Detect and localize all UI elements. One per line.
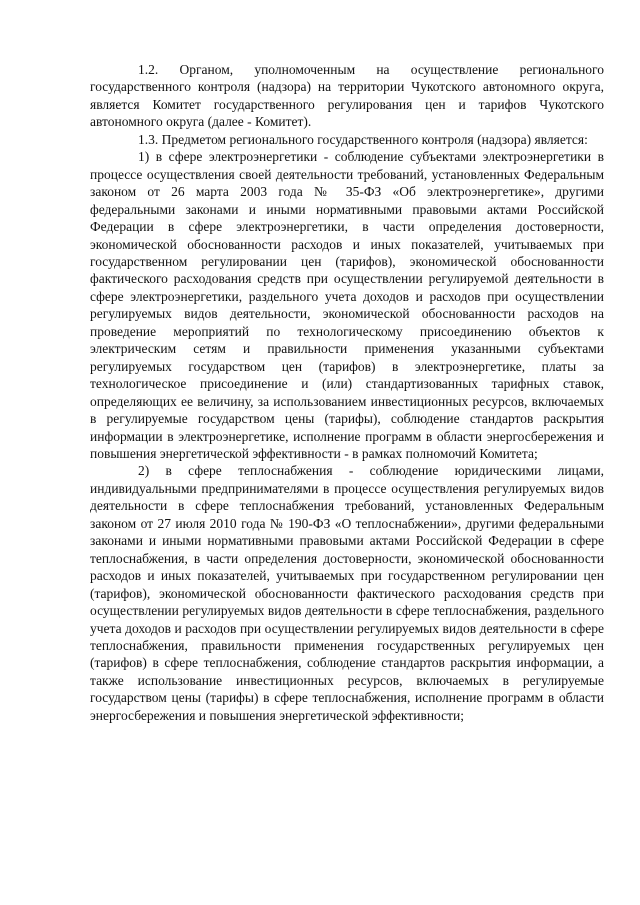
paragraph-heat-supply-sector: 2) в сфере теплоснабжения - соблюдение юридическими лицами, индивидуальными предпринимателями в процессе осуществления регулируемых видов деятельности в сфере теплоснабжения требований, установленных Федеральным законом от 27 июля 2010 года № 190-ФЗ «О теплоснабжении», другими федеральными законами и иными нормативными правовыми актами Российской Федерации в сфере теплоснабжения, в части определения достоверности, экономической обоснованности расходов и иных показателей, учитываемых при государственном регулировании цен (тарифов), экономической обоснованности фактического расходования средств при осуществлении регулируемых видов деятельности в сфере теплоснабжения, раздельного учета доходов и расходов при осуществлении регулируемых видов деятельности в сфере теплоснабжения, правильности применения государственных регулируемых цен (тарифов) в сфере теплоснабжения, соблюдение стандартов раскрытия информации, а также использование инвестиционных ресурсов, включаемых в регулируемые государством цены (тарифы) в сфере теплоснабжения, исполнение программ в области энергосбережения и повышения энергетической эффективности; <box>90 463 604 723</box>
paragraph-1-2-authority: 1.2. Органом, уполномоченным на осуществление регионального государственного контроля (надзора) на территории Чукотского автономного округа, является Комитет государственного регулирования цен и тарифов Чукотского автономного округа (далее - Комитет). <box>90 62 604 130</box>
document-body <box>90 61 604 724</box>
paragraph-1-3-subject: 1.3. Предметом регионального государственного контроля (надзора) является: <box>138 131 588 147</box>
paragraph-electricity-sector: 1) в сфере электроэнергетики - соблюдение субъектами электроэнергетики в процессе осуществления своей деятельности требований, установленных Федеральным законом от 26 марта 2003 года № 35-ФЗ «Об электроэнергетике», другими федеральными законами и иными нормативными правовыми актами Российской Федерации в сфере электроэнергетики, в части определения достоверности, экономической обоснованности расходов и иных показателей, учитываемых при государственном регулировании цен (тарифов), экономической обоснованности фактического расходования средств при осуществлении регулируемой деятельности в сфере электроэнергетики, раздельного учета доходов и расходов при осуществлении регулируемых видов деятельности, экономической обоснованности расходов на проведение мероприятий по технологическому присоединению объектов к электрическим сетям и правильности применения указанными субъектами регулируемых государством цен (тарифов) в электроэнергетике, платы за технологическое присоединение и (или) стандартизованных тарифных ставок, определяющих ее величину, за использованием инвестиционных ресурсов, включаемых в регулируемые государством цены (тарифы), соблюдение стандартов раскрытия информации в электроэнергетике, исполнение программ в области энергосбережения и повышения энергетической эффективности - в рамках полномочий Комитета; <box>90 149 604 461</box>
